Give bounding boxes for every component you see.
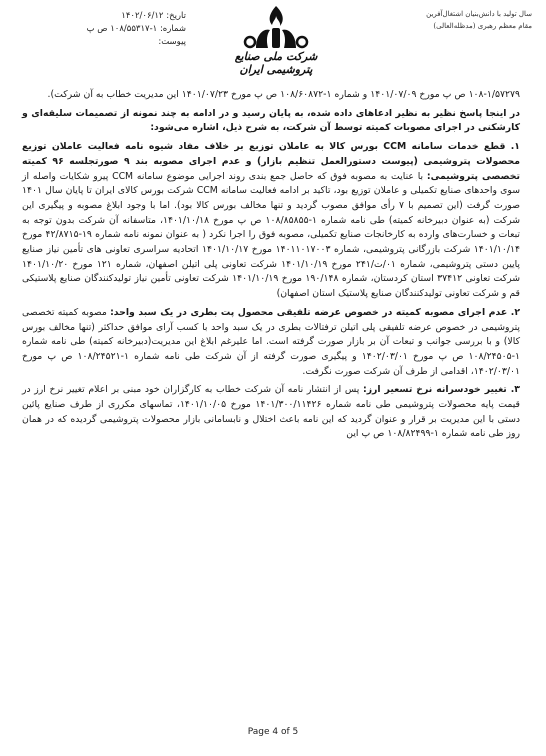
date-label: تاریخ:	[166, 11, 186, 21]
summary-paragraph: در اینجا پاسخ نظیر به نظیر ادعاهای داده شده، به پایان رسید و در ادامه به چند نمونه از تصمیمات سلیقه‌ای و کارشکنی در اجرای مصوبات کمیته توسط آن شرکت، به شرح ذیل، اشاره می‌شود:	[22, 107, 520, 134]
company-logo	[236, 4, 316, 50]
company-name: شرکت ملی صنایع پتروشیمی ایران	[234, 50, 318, 76]
item-2-title: ۲. عدم اجرای مصوبه کمیته در خصوص عرضه تلفیقی محصول پت بطری در یک سبد واحد:	[110, 306, 520, 318]
slogan-attribution: مقام معظم رهبری (مدظله‌العالی)	[433, 22, 532, 30]
item-3	[22, 383, 520, 442]
intro-paragraph: ۱۰۸-۱/۵۷۲۷۹ ص پ مورخ ۱۴۰۱/۰۷/۰۹ و شماره ۱-۱۰۸/۶۰۸۷۲ ص پ مورخ ۱۴۰۱/۰۷/۲۳ این مدیریت خطاب به آن شرکت).	[47, 89, 520, 100]
item-2	[22, 306, 520, 380]
number-value: ۱-۱۰۸/۵۵۳۱۷ ص پ	[86, 24, 158, 34]
date-row	[58, 10, 186, 23]
page-number: Page 4 of 5	[247, 727, 299, 737]
flame-icon	[270, 6, 283, 26]
item-1-title: ۱. قطع خدمات سامانه CCM بورس کالا به عاملان توزیع بر خلاف مفاد شیوه نامه فعالیت عاملان توزیع محصولات پتروشیمی (پیوست دستورالعمل تنظیم بازار) و عدم اجرای مصوبه بند ۹ صورتجلسه ۹۶ کمیته تخصصی پتروشیمی:	[22, 141, 520, 182]
item-1-text: با عنایت به مصوبه فوق که حاصل جمع بندی روند اجرایی موضوع سامانه CCM پیرو شکایات واصله از سوی واحدهای صنایع تکمیلی و عاملان توزیع بود، تاکید بر ادامه فعالیت سامانه CCM شرکت بورس کالای ایران تا پایان سال ۱۴۰۱ صورت گرفت (این تصمیم با ۷ رأی موافق مصوب گردید و تنها مخالف بورس کالا بود). اما با وجود ابلاغ مصوبه و پیگیری این شرکت (به عنوان دبیرخانه کمیته) طی نامه شماره ۱-۱۰۸/۸۵۸۵۵ ص پ مورخ ۱۴۰۱/۱۰/۱۸، متاسفانه آن شرکت بدون توجه به تبعات و خسارت‌های وارده به کارخانجات صنایع تکمیلی، مصوبه فوق را اجرا نکرد ( به عنوان نمونه نامه شماره ۱۹-۴۲/۸۷۱۵ مورخ ۱۴۰۱/۱۰/۱۴ شرکت بازرگانی پتروشیمی، شماره ۱۴۰۱۱۰۱۷۰۰۳ مورخ ۱۴۰۱/۱۰/۱۷ اتحادیه سراسری تعاونی های تأمین نیاز صنایع پایین دستی پتروشیمی، شماره ۰۱/ت/۲۴۱ مورخ ۱۴۰۱/۱۰/۱۹ شرکت تعاونی پلی اتیلن اصفهان، شماره ۱۲۱ مورخ ۱۴۰۱/۱۰/۲۰ شرکت تعاونی ۳۷۴۱۲ استان کردستان، شماره ۱۹۰/۱۴۸ مورخ ۱۴۰۱/۱۰/۱۹ شرکت تعاونی تأمین نیاز تولیدکنندگان صنایع پلاستیکی قم و شرکت تعاونی تولیدکنندگان صنایع پلاستیک استان اصفهان)	[22, 170, 521, 300]
item-3-text: پس از انتشار نامه آن شرکت خطاب به کارگزاران خود مبنی بر اعلام تغییر نرخ ارز در قیمت پایه محصولات پتروشیمی طی نامه شماره ۱۴۰۱/۳۰۰/۱۱۴۲۶ مورخ ۱۴۰۱/۱۰/۰۵، تماسهای مکرری از طرف صنایع پائین دستی با این مدیریت بر قرار و عنوان گردید که این نامه باعث اختلال و نابسامانی بازار محصولات پتروشیمی گردیده که در همان روز طی نامه شماره ۱-۱۰۸/۸۲۴۹۹ ص پ این	[22, 384, 520, 440]
number-row	[58, 23, 186, 36]
item-1	[22, 140, 520, 302]
attachment-label: پیوست:	[158, 37, 186, 47]
date-value: ۱۴۰۲/۰۶/۱۲	[121, 11, 164, 21]
letter-metadata	[58, 10, 186, 49]
header-slogan	[357, 8, 532, 32]
item-2-text: مصوبه کمیته تخصصی پتروشیمی در خصوص عرضه تلفیقی پلی اتیلن ترفتالات بطری در یک سبد واحد با کسب آرای موافق حداکثر (تنها مخالف بورس کالا) و با بررسی جوانب و تبعات آن بر بازار صورت گرفته است. اما علیرغم ابلاغ این مدیریت(دبیرخانه کمیته) طی نامه شماره ۱-۱۰۸/۲۴۵۰۵ ص پ مورخ ۱۴۰۲/۰۳/۰۱ و پیگیری صورت گرفته از آن شرکت طی نامه شماره ۱-۱۰۸/۲۴۵۲۱ ص پ مورخ ۱۴۰۲/۰۳/۰۱، اقدامی از طرف آن شرکت صورت نگرفت.	[22, 306, 520, 377]
slogan-line: سال تولید با دانش‌بنیان اشتغال‌آفرین	[426, 10, 532, 18]
item-3-title: ۳. تغییر خودسرانه نرخ تسعیر ارز:	[362, 384, 520, 396]
attachment-row	[58, 36, 186, 49]
letter-body	[22, 88, 520, 446]
number-label: شماره:	[159, 24, 186, 34]
